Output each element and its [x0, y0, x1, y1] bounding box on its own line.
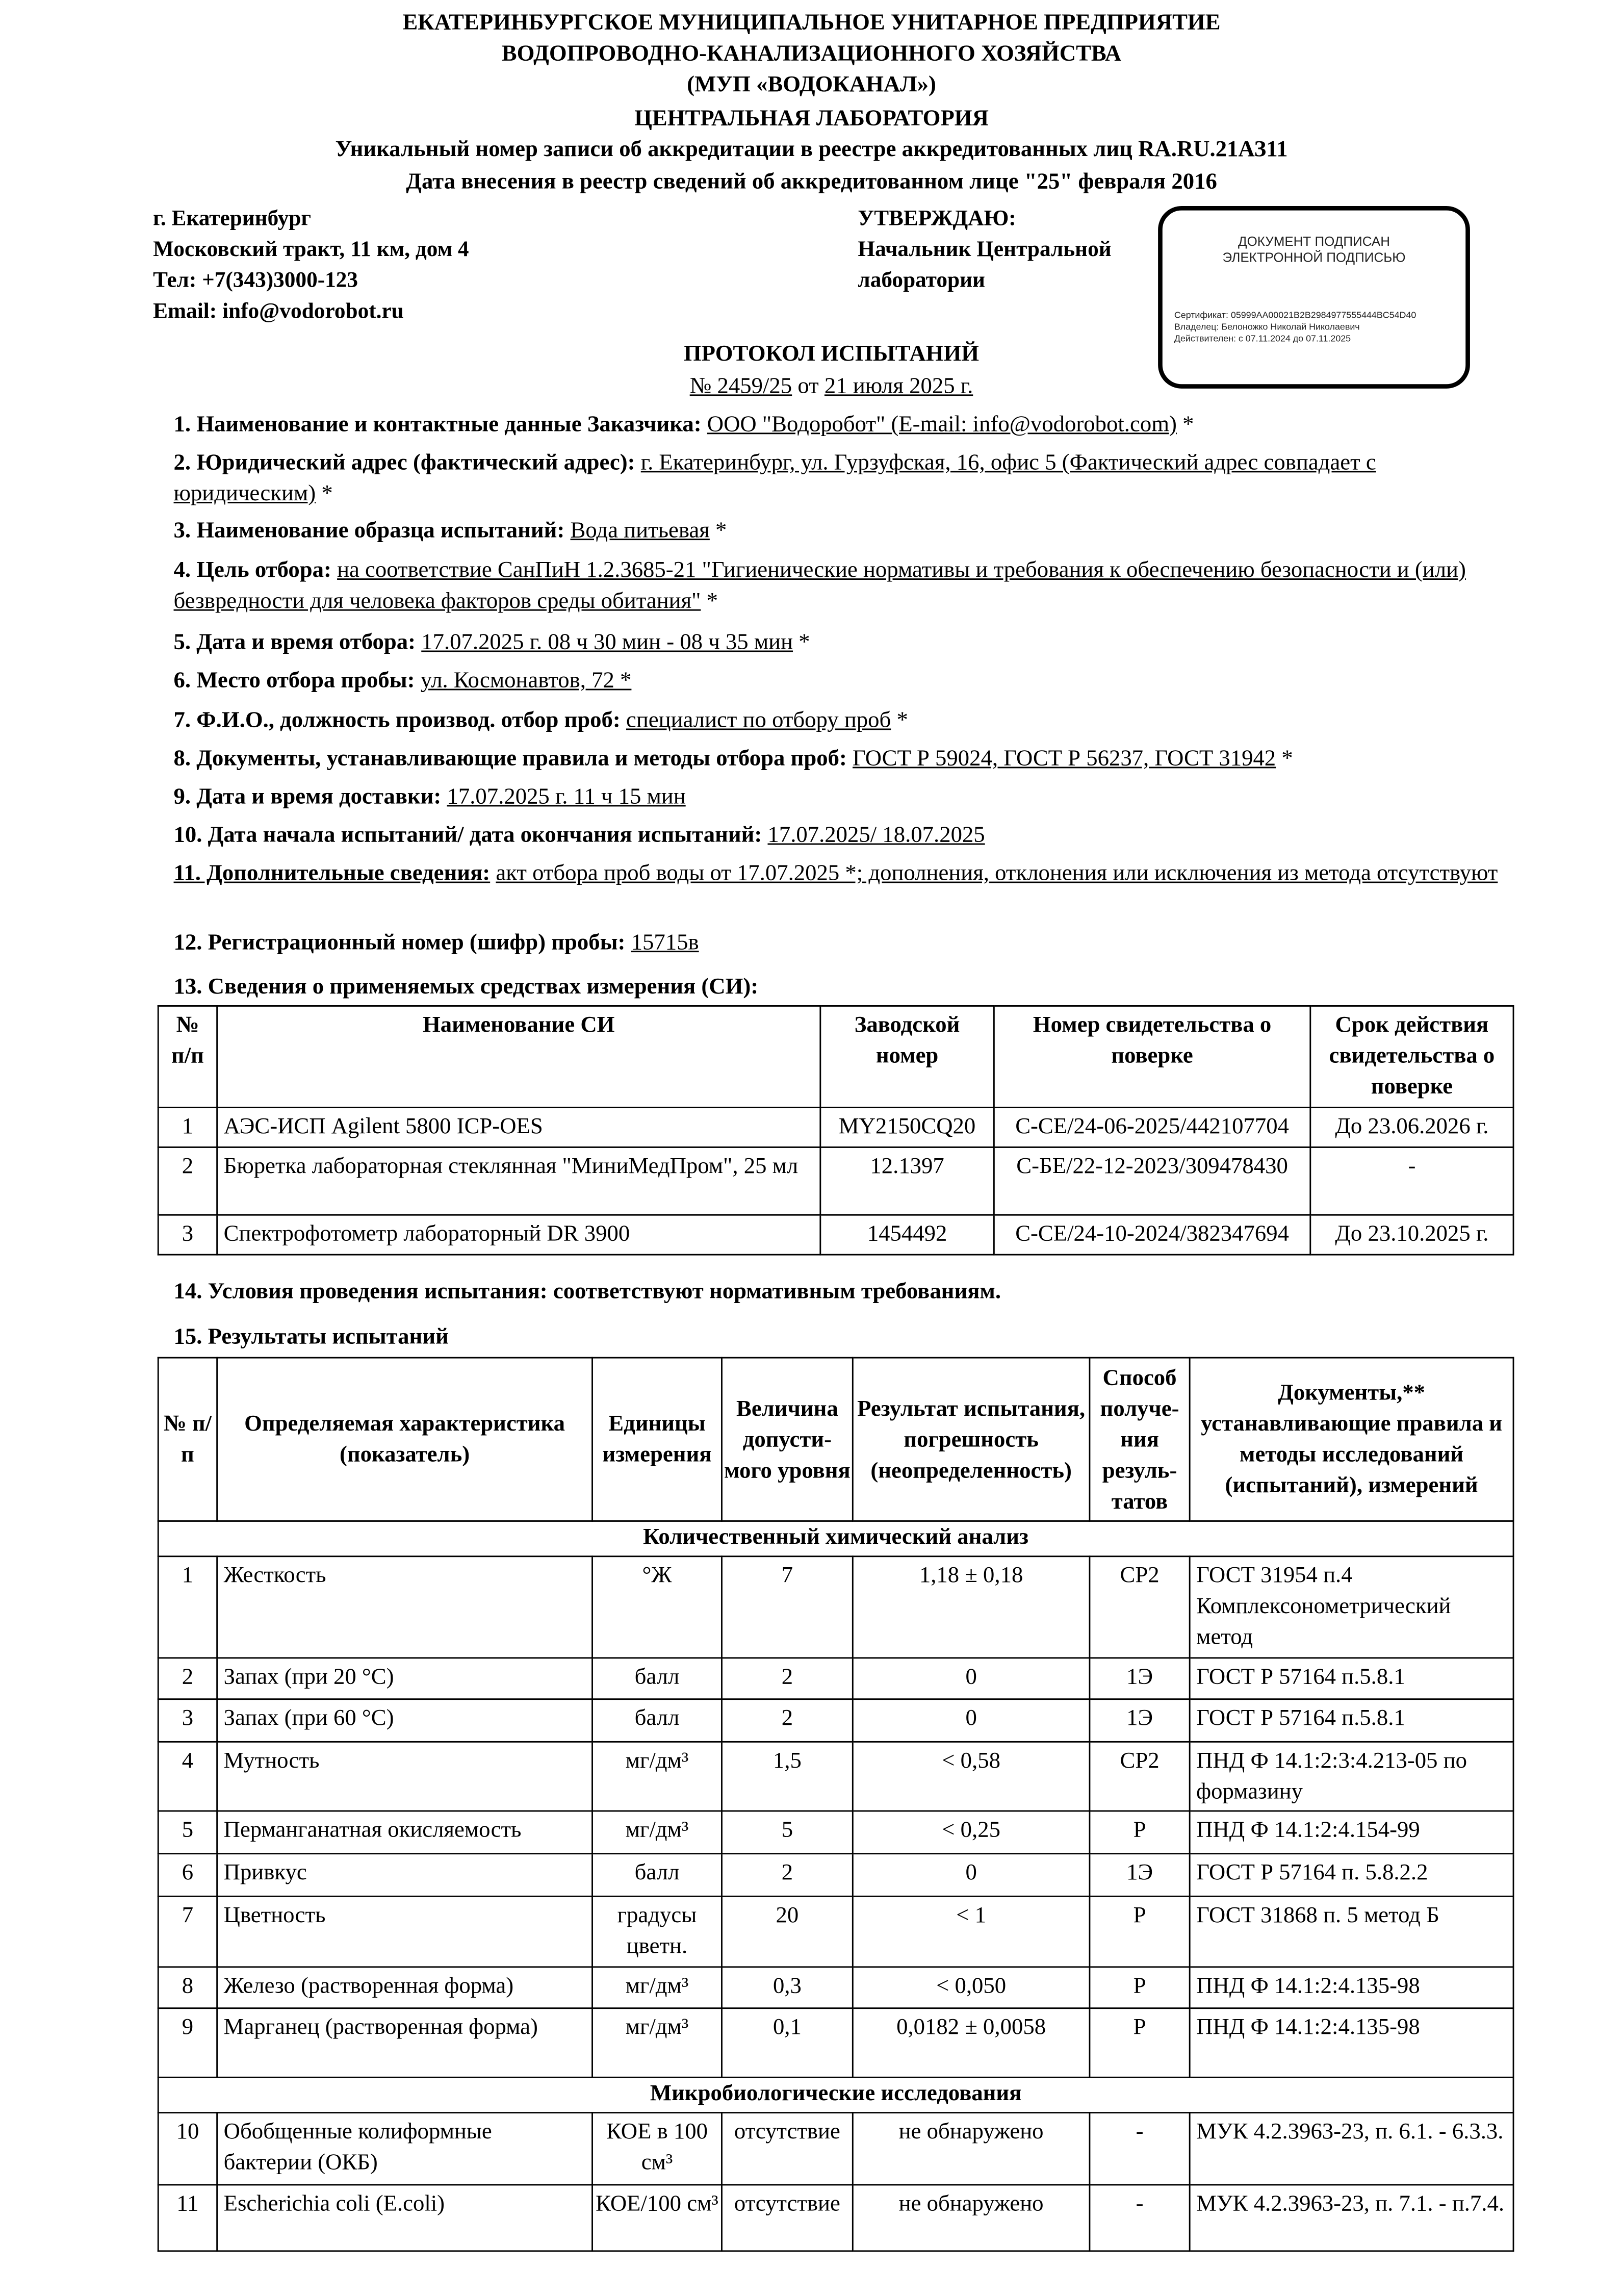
- results-row: [158, 1854, 1513, 1897]
- results-cell: 7: [722, 1557, 853, 1658]
- results-cell: Обобщенные колиформные бактерии (ОКБ): [217, 2113, 592, 2185]
- results-cell: 11: [158, 2185, 217, 2251]
- field-value: ГОСТ Р 59024, ГОСТ Р 56237, ГОСТ 31942: [853, 746, 1276, 772]
- si-column-header: Номер свидетельства о поверке: [994, 1006, 1310, 1107]
- results-cell: Марганец (растворенная форма): [217, 2008, 592, 2078]
- protocol-title: ПРОТОКОЛ ИСПЫТАНИЙ: [683, 341, 980, 367]
- results-cell: 3: [158, 1699, 217, 1742]
- si-column-header: № п/п: [158, 1006, 217, 1107]
- org-name-line2: ВОДОПРОВОДНО-КАНАЛИЗАЦИОННОГО ХОЗЯЙСТВА: [501, 41, 1122, 66]
- stamp-certificate: Сертификат: 05999AA00021B2B2984977555444BC54D40: [1174, 310, 1416, 321]
- results-cell: балл: [592, 1699, 722, 1742]
- results-cell: Р: [1090, 1967, 1190, 2008]
- results-cell: 1,5: [722, 1742, 853, 1811]
- results-cell: < 1: [853, 1896, 1090, 1967]
- si-cell: С-СЕ/24-10-2024/382347694: [994, 1215, 1310, 1255]
- si-cell: С-БЕ/22-12-2023/309478430: [994, 1147, 1310, 1215]
- field-suffix: *: [891, 708, 908, 733]
- results-cell: °Ж: [592, 1557, 722, 1658]
- results-cell: 2: [722, 1658, 853, 1699]
- field-value: Вода питьевая: [570, 518, 710, 543]
- results-cell: 5: [722, 1811, 853, 1854]
- si-column-header: Срок действия свидетельства о поверке: [1310, 1006, 1513, 1107]
- results-cell: Железо (растворенная форма): [217, 1967, 592, 2008]
- results-cell: Запах (при 60 °С): [217, 1699, 592, 1742]
- results-cell: 2: [722, 1699, 853, 1742]
- field-value: специалист по отбору проб: [626, 708, 891, 733]
- results-cell: 0: [853, 1854, 1090, 1897]
- field-2: [174, 447, 1498, 509]
- results-cell: 20: [722, 1896, 853, 1967]
- si-cell: АЭС-ИСП Agilent 5800 ICP-OES: [217, 1108, 820, 1147]
- results-cell: градусы цветн.: [592, 1896, 722, 1967]
- results-cell: ГОСТ 31868 п. 5 метод Б: [1190, 1896, 1513, 1967]
- si-cell: -: [1310, 1147, 1513, 1215]
- results-cell: 1,18 ± 0,18: [853, 1557, 1090, 1658]
- si-column-header: Наименование СИ: [217, 1006, 820, 1107]
- results-cell: 8: [158, 1967, 217, 2008]
- field-6: [174, 665, 1498, 696]
- address-city: г. Екатеринбург: [153, 207, 312, 232]
- results-row: [158, 1658, 1513, 1699]
- results-column-header: Величина допусти-мого уровня: [722, 1358, 853, 1521]
- field-value: акт отбора проб воды от 17.07.2025 *; дополнения, отклонения или исключения из метода отсутствуют: [496, 861, 1498, 886]
- results-cell: ПНД Ф 14.1:2:4.135-98: [1190, 1967, 1513, 2008]
- results-row: [158, 2113, 1513, 2185]
- results-column-header: Результат испытания, погрешность (неопределенность): [853, 1358, 1090, 1521]
- results-column-header: Единицы измерения: [592, 1358, 722, 1521]
- field-label: 4. Цель отбора:: [173, 557, 331, 583]
- stamp-line1: ДОКУМЕНТ ПОДПИСАН: [1238, 234, 1390, 249]
- si-cell: 3: [158, 1215, 217, 1255]
- results-cell: мг/дм³: [592, 2008, 722, 2078]
- results-cell: СР2: [1090, 1557, 1190, 1658]
- protocol-date: 21 июля 2025 г.: [824, 373, 973, 399]
- results-cell: < 0,25: [853, 1811, 1090, 1854]
- field-12: [174, 927, 1498, 958]
- results-cell: ГОСТ Р 57164 п. 5.8.2.2: [1190, 1854, 1513, 1897]
- conditions: 14. Условия проведения испытания: соответствуют нормативным требованиям.: [173, 1279, 1001, 1304]
- field-value: 17.07.2025/ 18.07.2025: [767, 823, 985, 848]
- field-value: 17.07.2025 г. 11 ч 15 мин: [447, 784, 686, 810]
- field-label: 2. Юридический адрес (фактический адрес):: [173, 450, 635, 476]
- field-suffix: *: [1276, 746, 1293, 772]
- results-cell: МУК 4.2.3963-23, п. 6.1. - 6.3.3.: [1190, 2113, 1513, 2185]
- field-value: ООО "Водоробот" (E-mail: info@vodorobot.com): [707, 412, 1177, 438]
- si-cell: До 23.06.2026 г.: [1310, 1108, 1513, 1147]
- field-label: 10. Дата начала испытаний/ дата окончания испытаний:: [173, 823, 762, 848]
- accreditation-number: Уникальный номер записи об аккредитации в реестре аккредитованных лиц RA.RU.21АЗ11: [335, 137, 1288, 162]
- results-cell: Цветность: [217, 1896, 592, 1967]
- field-10: [174, 820, 1498, 851]
- results-section-title: Микробиологические исследования: [158, 2077, 1513, 2112]
- results-row: [158, 2008, 1513, 2078]
- results-cell: 7: [158, 1896, 217, 1967]
- si-row: [158, 1215, 1513, 1255]
- results-section-row: [158, 2077, 1513, 2112]
- results-cell: ГОСТ 31954 п.4 Комплексонометрический метод: [1190, 1557, 1513, 1658]
- si-cell: 12.1397: [820, 1147, 994, 1215]
- si-cell: 1454492: [820, 1215, 994, 1255]
- results-cell: мг/дм³: [592, 1811, 722, 1854]
- si-cell: До 23.10.2025 г.: [1310, 1215, 1513, 1255]
- field-label: 11. Дополнительные сведения:: [173, 861, 491, 886]
- org-name-line1: ЕКАТЕРИНБУРГСКОЕ МУНИЦИПАЛЬНОЕ УНИТАРНОЕ ПРЕДПРИЯТИЕ: [402, 10, 1221, 36]
- results-cell: 5: [158, 1811, 217, 1854]
- results-cell: 2: [722, 1854, 853, 1897]
- results-cell: Перманганатная окисляемость: [217, 1811, 592, 1854]
- results-cell: ПНД Ф 14.1:2:4.154-99: [1190, 1811, 1513, 1854]
- results-row: [158, 1967, 1513, 2008]
- results-row: [158, 1896, 1513, 1967]
- field-label: 5. Дата и время отбора:: [173, 630, 416, 655]
- results-cell: балл: [592, 1854, 722, 1897]
- results-cell: 10: [158, 2113, 217, 2185]
- results-cell: не обнаружено: [853, 2113, 1090, 2185]
- results-cell: 9: [158, 2008, 217, 2078]
- registry-date: Дата внесения в реестр сведений об аккредитованном лице "25" февраля 2016: [406, 169, 1217, 194]
- field-label: 9. Дата и время доставки:: [173, 784, 442, 810]
- address-email: Email: info@vodorobot.ru: [153, 300, 404, 324]
- address-phone: Тел: +7(343)3000-123: [153, 269, 358, 293]
- si-column-header: Заводской номер: [820, 1006, 994, 1107]
- results-cell: Р: [1090, 1811, 1190, 1854]
- results-cell: 0,0182 ± 0,0058: [853, 2008, 1090, 2078]
- protocol-from: от: [797, 373, 819, 399]
- results-cell: -: [1090, 2113, 1190, 2185]
- results-row: [158, 1699, 1513, 1742]
- results-cell: Жесткость: [217, 1557, 592, 1658]
- results-cell: КОЕ/100 см³: [592, 2185, 722, 2251]
- stamp-valid: Действителен: с 07.11.2024 до 07.11.2025: [1174, 334, 1351, 345]
- field-value: ул. Космонавтов, 72 *: [420, 668, 632, 694]
- si-table: [158, 1005, 1514, 1256]
- results-row: [158, 2185, 1513, 2251]
- results-cell: Escherichia coli (E.coli): [217, 2185, 592, 2251]
- results-cell: < 0,050: [853, 1967, 1090, 2008]
- results-table: [158, 1357, 1514, 2252]
- field-5: [174, 627, 1498, 658]
- field-value: г. Екатеринбург, ул. Гурзуфская, 16, офис 5 (Фактический адрес совпадает с юридическим): [173, 450, 1376, 506]
- field-suffix: *: [793, 630, 810, 655]
- si-row: [158, 1147, 1513, 1215]
- results-cell: МУК 4.2.3963-23, п. 7.1. - п.7.4.: [1190, 2185, 1513, 2251]
- field-value: 15715в: [631, 930, 699, 955]
- field-11: [174, 858, 1498, 889]
- results-header-row: [158, 1358, 1513, 1521]
- field-9: [174, 781, 1498, 812]
- results-cell: СР2: [1090, 1742, 1190, 1811]
- results-cell: Р: [1090, 2008, 1190, 2078]
- field-3: [174, 515, 1498, 546]
- approval-line1: Начальник Центральной: [858, 238, 1112, 262]
- results-cell: < 0,58: [853, 1742, 1090, 1811]
- field-suffix: *: [701, 589, 718, 614]
- field-label: 1. Наименование и контактные данные Заказчика:: [173, 412, 702, 438]
- results-column-header: Определяемая характеристика (показатель): [217, 1358, 592, 1521]
- results-title: 15. Результаты испытаний: [173, 1324, 449, 1350]
- results-row: [158, 1742, 1513, 1811]
- results-cell: 2: [158, 1658, 217, 1699]
- results-cell: 0,3: [722, 1967, 853, 2008]
- stamp-owner: Владелец: Белоножко Николай Николаевич: [1174, 322, 1360, 333]
- results-cell: отсутствие: [722, 2113, 853, 2185]
- results-row: [158, 1557, 1513, 1658]
- protocol-number-line: [0, 371, 1623, 403]
- results-cell: Р: [1090, 1896, 1190, 1967]
- si-row: [158, 1108, 1513, 1147]
- results-cell: -: [1090, 2185, 1190, 2251]
- field-suffix: *: [709, 518, 727, 543]
- field-label: 12. Регистрационный номер (шифр) пробы:: [173, 930, 626, 955]
- field-7: [174, 705, 1498, 736]
- results-column-header: № п/п: [158, 1358, 217, 1521]
- si-cell: 1: [158, 1108, 217, 1147]
- results-column-header: Способ получе-ния резуль-татов: [1090, 1358, 1190, 1521]
- si-cell: MY2150CQ20: [820, 1108, 994, 1147]
- si-header-row: [158, 1006, 1513, 1107]
- results-cell: ПНД Ф 14.1:2:3:4.213-05 по формазину: [1190, 1742, 1513, 1811]
- results-cell: 4: [158, 1742, 217, 1811]
- si-cell: 2: [158, 1147, 217, 1215]
- protocol-number: № 2459/25: [689, 373, 792, 399]
- field-1: [174, 409, 1498, 440]
- results-column-header: Документы,** устанавливающие правила и методы исследований (испытаний), измерений: [1190, 1358, 1513, 1521]
- results-cell: ПНД Ф 14.1:2:4.135-98: [1190, 2008, 1513, 2078]
- results-cell: 6: [158, 1854, 217, 1897]
- results-cell: КОЕ в 100 см³: [592, 2113, 722, 2185]
- field-8: [174, 743, 1498, 774]
- field-value: на соответствие СанПиН 1.2.3685-21 "Гигиенические нормативы и требования к обеспечению безопасности и (или) безвредности для человека факторов среды обитания": [173, 557, 1466, 614]
- results-cell: 1Э: [1090, 1854, 1190, 1897]
- results-cell: 1Э: [1090, 1699, 1190, 1742]
- results-cell: 1Э: [1090, 1658, 1190, 1699]
- si-cell: Спектрофотометр лабораторный DR 3900: [217, 1215, 820, 1255]
- field-4: [174, 555, 1498, 617]
- results-cell: 0,1: [722, 2008, 853, 2078]
- si-cell: Бюретка лабораторная стеклянная "МиниМедПром", 25 мл: [217, 1147, 820, 1215]
- approval-block: [858, 205, 1111, 297]
- field-suffix: *: [316, 481, 333, 506]
- field-label: 8. Документы, устанавливающие правила и методы отбора проб:: [173, 746, 847, 772]
- results-cell: ГОСТ Р 57164 п.5.8.1: [1190, 1658, 1513, 1699]
- address-street: Московский тракт, 11 км, дом 4: [153, 238, 469, 262]
- si-section-title: 13. Сведения о применяемых средствах измерения (СИ):: [173, 974, 759, 1000]
- results-cell: не обнаружено: [853, 2185, 1090, 2251]
- results-row: [158, 1811, 1513, 1854]
- results-cell: 0: [853, 1658, 1090, 1699]
- results-cell: Запах (при 20 °С): [217, 1658, 592, 1699]
- approval-line2: лаборатории: [858, 269, 985, 293]
- results-cell: отсутствие: [722, 2185, 853, 2251]
- results-cell: Привкус: [217, 1854, 592, 1897]
- stamp-line2: ЭЛЕКТРОННОЙ ПОДПИСЬЮ: [1222, 250, 1406, 265]
- field-label: 3. Наименование образца испытаний:: [173, 518, 565, 543]
- results-cell: балл: [592, 1658, 722, 1699]
- org-name-line3: (МУП «ВОДОКАНАЛ»): [687, 72, 936, 97]
- results-cell: мг/дм³: [592, 1967, 722, 2008]
- field-label: 7. Ф.И.О., должность производ. отбор проб:: [173, 708, 621, 733]
- field-suffix: *: [1176, 412, 1194, 438]
- results-section-row: [158, 1521, 1513, 1556]
- results-cell: Мутность: [217, 1742, 592, 1811]
- results-cell: 1: [158, 1557, 217, 1658]
- si-cell: С-СЕ/24-06-2025/442107704: [994, 1108, 1310, 1147]
- field-label: 6. Место отбора пробы:: [173, 668, 415, 694]
- results-cell: 0: [853, 1699, 1090, 1742]
- results-section-title: Количественный химический анализ: [158, 1521, 1513, 1556]
- approval-title: УТВЕРЖДАЮ:: [858, 207, 1016, 232]
- results-cell: ГОСТ Р 57164 п.5.8.1: [1190, 1699, 1513, 1742]
- field-value: 17.07.2025 г. 08 ч 30 мин - 08 ч 35 мин: [421, 630, 793, 655]
- lab-address: [153, 205, 469, 328]
- results-cell: мг/дм³: [592, 1742, 722, 1811]
- lab-name: ЦЕНТРАЛЬНАЯ ЛАБОРАТОРИЯ: [634, 106, 989, 131]
